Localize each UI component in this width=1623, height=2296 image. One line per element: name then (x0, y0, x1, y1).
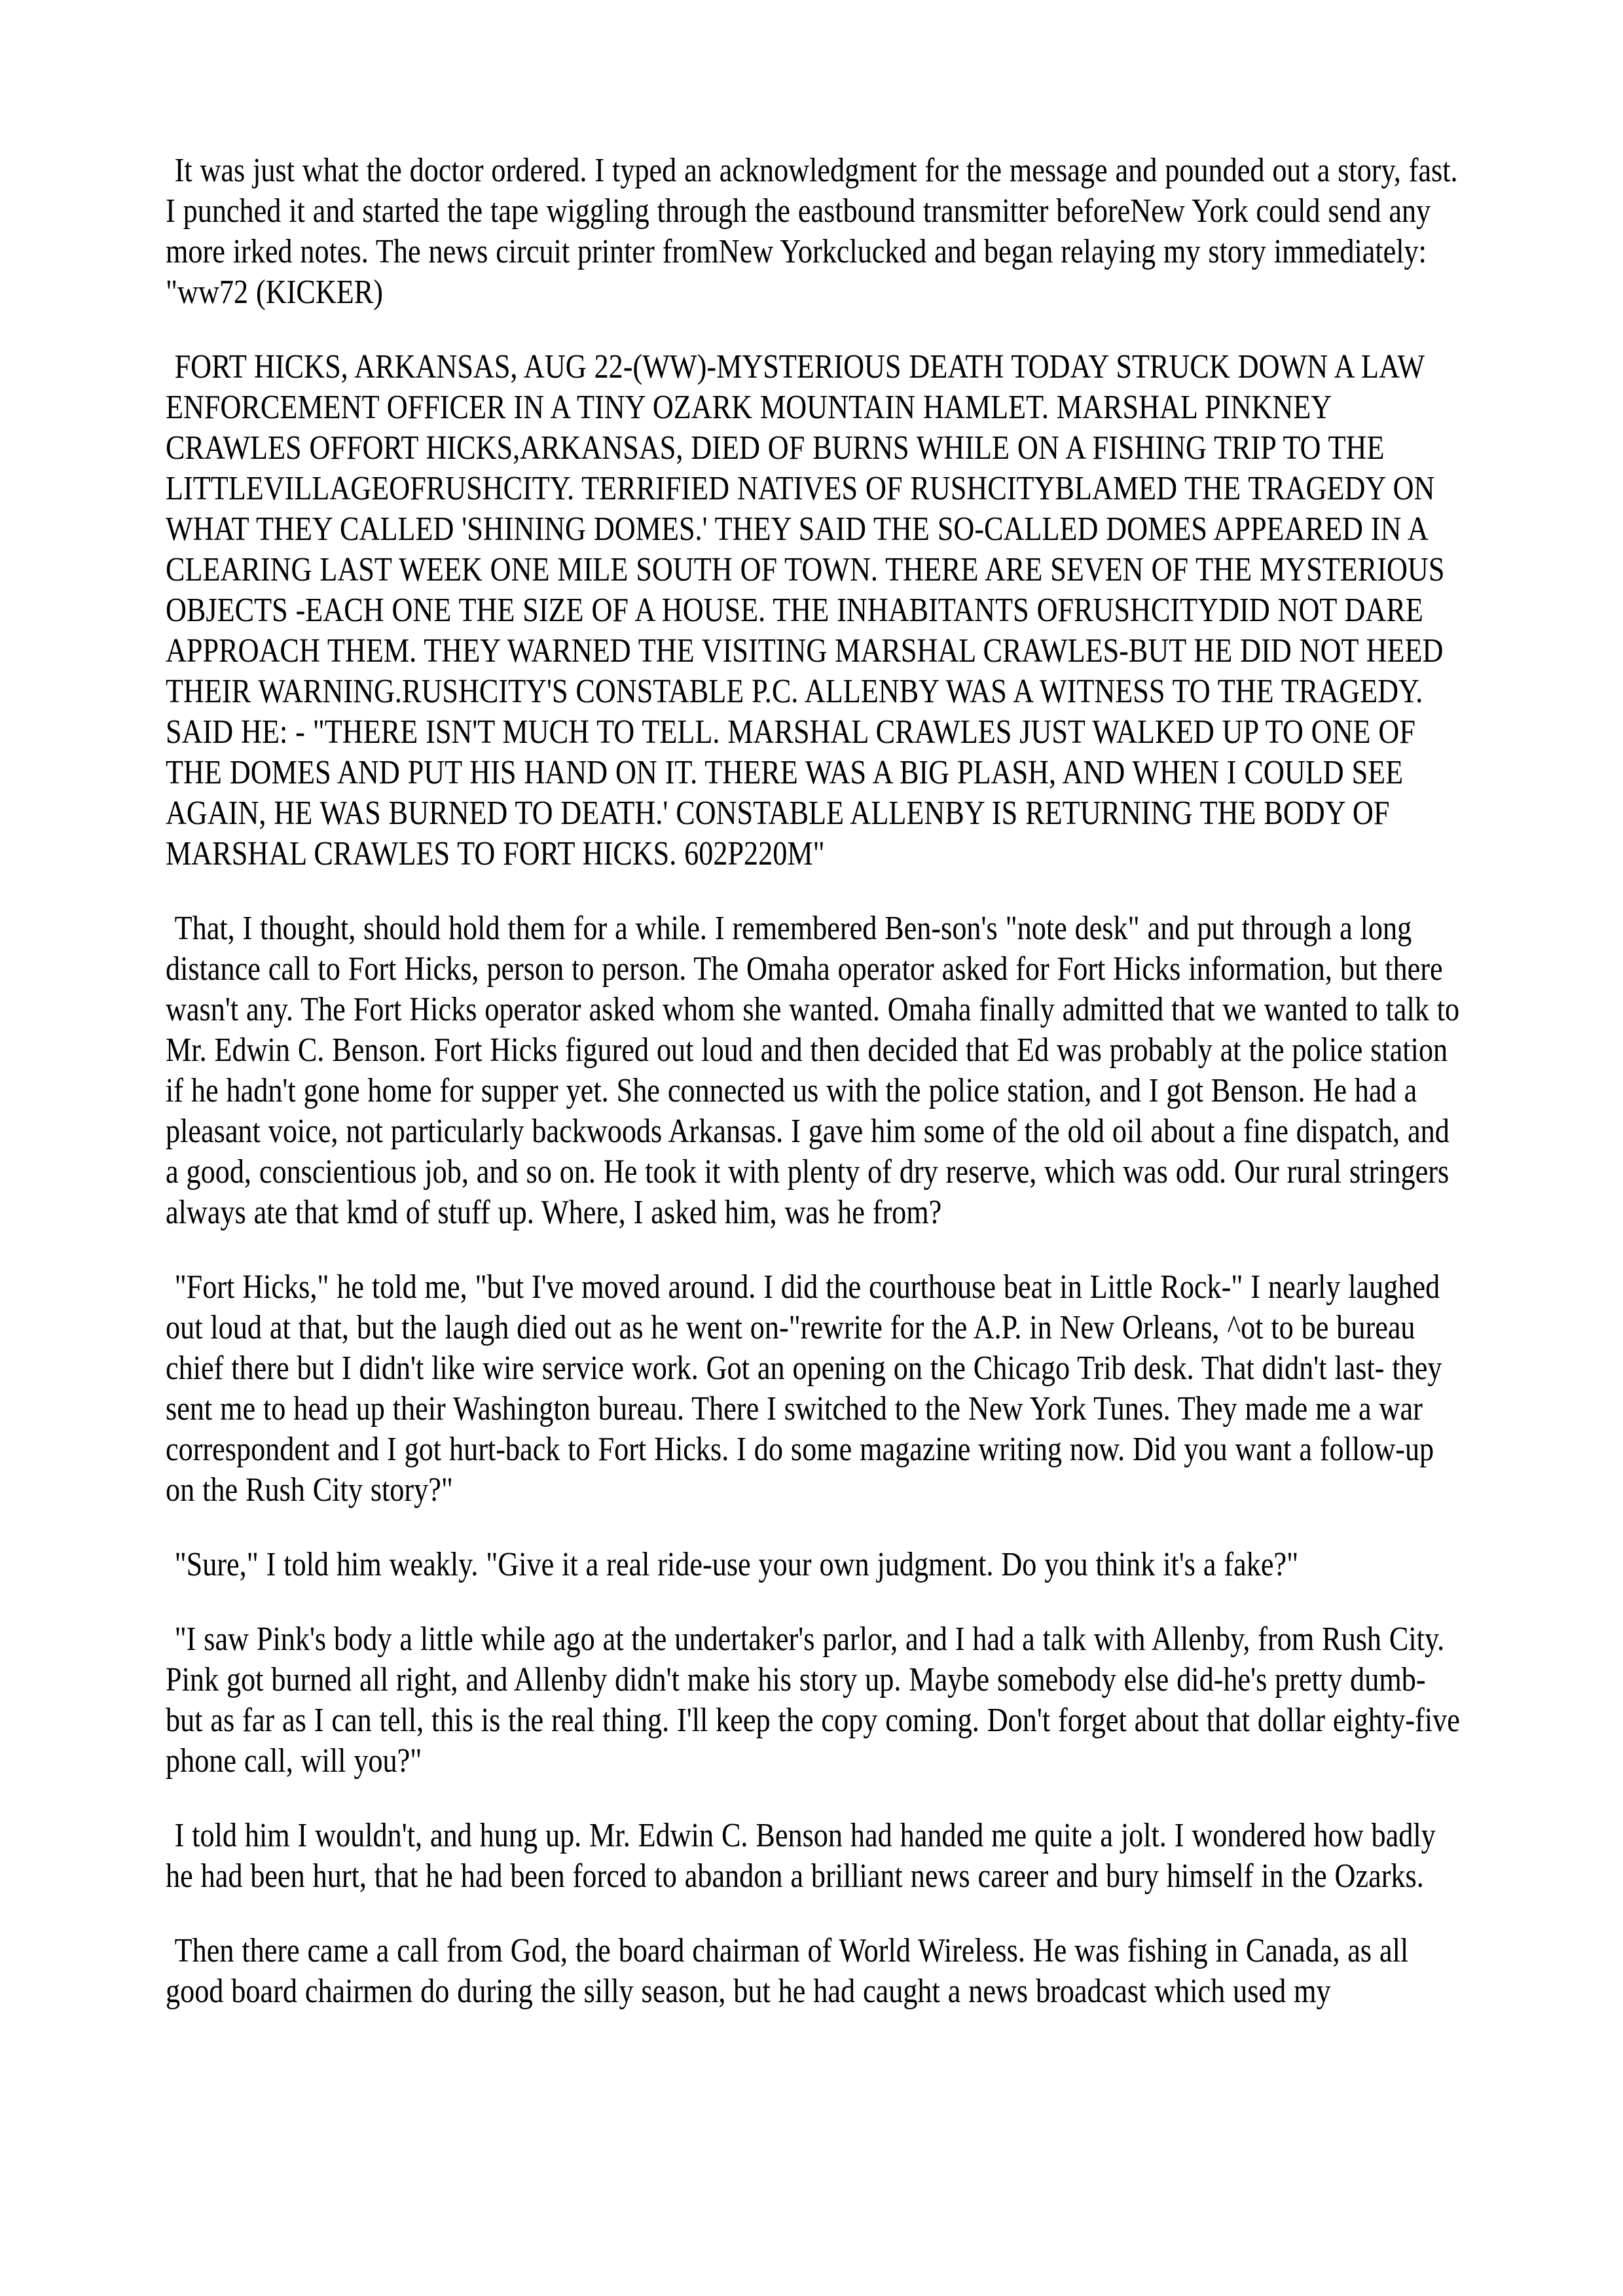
paragraph-intro: It was just what the doctor ordered. I typed an acknowledgment for the message and pounded out a story, fast. I punched it and started the tape wiggling through the eastbound transmitter beforeNew York could send any more irked notes. The news circuit printer fromNew Yorkclucked and began relaying my story immediately: "ww72 (KICKER) (166, 152, 1458, 311)
text-block (166, 151, 1460, 2046)
paragraph-phone-call: That, I thought, should hold them for a while. I remembered Ben-son's "note desk" and put through a long distance call to Fort Hicks, person to person. The Omaha operator asked for Fort Hicks information, but there wasn't any. The Fort Hicks operator asked whom she wanted. Omaha finally admitted that we wanted to talk to Mr. Edwin C. Benson. Fort Hicks figured out loud and then decided that Ed was probably at the police station if he hadn't gone home for supper yet. She connected us with the police station, and I got Benson. He had a pleasant voice, not particularly backwoods Arkansas. I gave him some of the old oil about a fine dispatch, and a good, conscientious job, and so on. He took it with plenty of dry reserve, which was odd. Our rural stringers always ate that kmd of stuff up. Where, I asked him, was he from? (166, 910, 1460, 1231)
paragraph-hung-up: I told him I wouldn't, and hung up. Mr. Edwin C. Benson had handed me quite a jolt. I wondered how badly he had been hurt, that he had been forced to abandon a brilliant news career and bury himself in the Ozarks. (166, 1817, 1436, 1895)
paragraph-call-from-god: Then there came a call from God, the board chairman of World Wireless. He was fishing in Canada, as all good board chairmen do during the silly season, but he had caught a news broadcast which used my (166, 1932, 1409, 2010)
paragraph-fort-hicks-quote: "Fort Hicks," he told me, "but I've moved around. I did the courthouse beat in Little Rock-" I nearly laughed out loud at that, but the laugh died out as he went on-"rewrite for the A.P. in New Orleans, ^ot to be bureau chief there but I didn't like wire service work. Got an opening on the Chicago Trib desk. That didn't last- they sent me to head up their Washington bureau. There I switched to the New York Tunes. They made me a war correspondent and I got hurt-back to Fort Hicks. I do some magazine writing now. Did you want a follow-up on the Rush City story?" (166, 1268, 1442, 1509)
paragraph-pinks-body-quote: "I saw Pink's body a little while ago at the undertaker's parlor, and I had a talk with Allenby, from Rush City. Pink got burned all right, and Allenby didn't make his story up. Maybe somebody else did-he's pretty dumb-but as far as I can tell, this is the real thing. I'll keep the copy coming. Don't forget about that dollar eighty-five phone call, will you?" (166, 1621, 1460, 1780)
paragraph-news-dispatch: FORT HICKS, ARKANSAS, AUG 22-(WW)-MYSTERIOUS DEATH TODAY STRUCK DOWN A LAW ENFORCEMENT OFFICER IN A TINY OZARK MOUNTAIN HAMLET. MARSHAL PINKNEY CRAWLES OFFORT HICKS,ARKANSAS, DIED OF BURNS WHILE ON A FISHING TRIP TO THE LITTLEVILLAGEOFRUSHCITY. TERRIFIED NATIVES OF RUSHCITYBLAMED THE TRAGEDY ON WHAT THEY CALLED 'SHINING DOMES.' THEY SAID THE SO-CALLED DOMES APPEARED IN A CLEARING LAST WEEK ONE MILE SOUTH OF TOWN. THERE ARE SEVEN OF THE MYSTERIOUS OBJECTS -EACH ONE THE SIZE OF A HOUSE. THE INHABITANTS OFRUSHCITYDID NOT DARE APPROACH THEM. THEY WARNED THE VISITING MARSHAL CRAWLES-BUT HE DID NOT HEED THEIR WARNING.RUSHCITY'S CONSTABLE P.C. ALLENBY WAS A WITNESS TO THE TRAGEDY. SAID HE: - "THERE ISN'T MUCH TO TELL. MARSHAL CRAWLES JUST WALKED UP TO ONE OF THE DOMES AND PUT HIS HAND ON IT. THERE WAS A BIG PLASH, AND WHEN I COULD SEE AGAIN, HE WAS BURNED TO DEATH.' CONSTABLE ALLENBY IS RETURNING THE BODY OF MARSHAL CRAWLES TO FORT HICKS. 602P220M" (166, 348, 1445, 872)
paragraph-sure-quote: "Sure," I told him weakly. "Give it a real ride-use your own judgment. Do you think it's a fake?" (174, 1546, 1299, 1583)
